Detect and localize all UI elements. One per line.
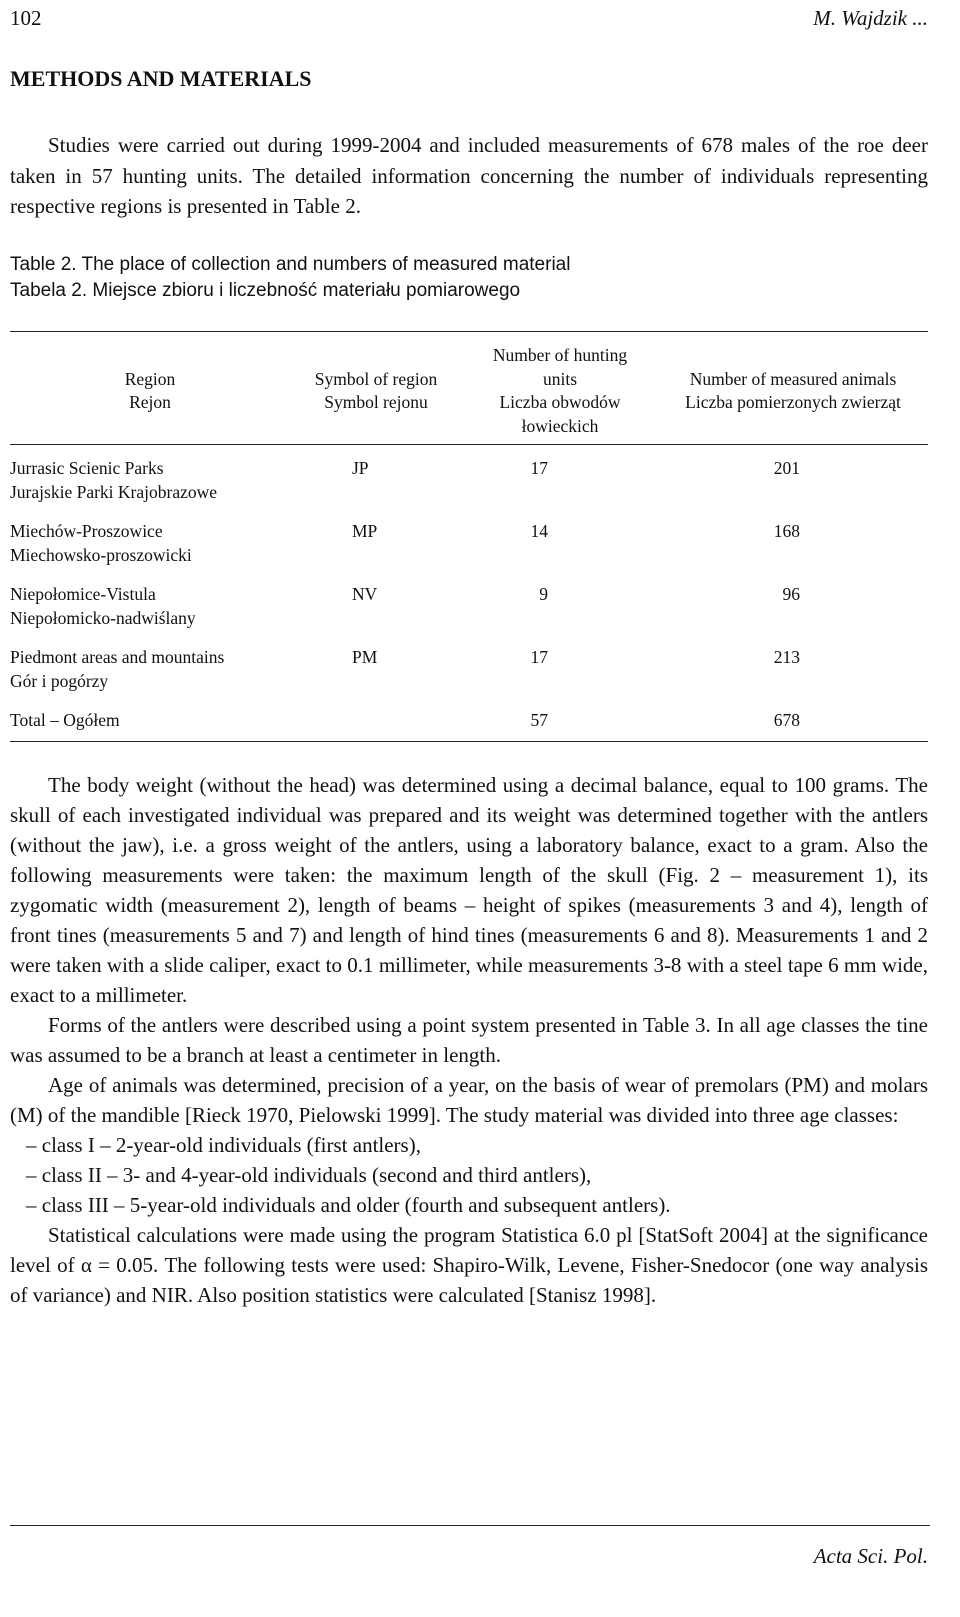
caption-polish: Tabela 2. Miejsce zbioru i liczebność materiału pomiarowego — [10, 280, 521, 301]
cell-units: 9 — [539, 584, 548, 604]
cell-units: 14 — [530, 521, 548, 541]
header-hunting-units: Number of hunting units Liczba obwodów łowieckich — [492, 345, 628, 436]
header-measured-animals: Number of measured animals Liczba pomierzonych zwierząt — [685, 368, 901, 412]
section-title: METHODS AND MATERIALS — [10, 66, 312, 91]
list-item: – class I – 2-year-old individuals (first antlers), — [26, 1133, 421, 1157]
header-symbol: Symbol of region Symbol rejonu — [314, 368, 438, 412]
table-header-row — [10, 332, 928, 445]
running-head — [10, 6, 928, 32]
cell-symbol: PM — [352, 647, 378, 667]
table-row — [10, 520, 928, 583]
paragraph-statistics: Statistical calculations were made using the program Statistica 6.0 pl [StatSoft 2004] at the significance level of α = 0.05. The following tests were used: Shapiro-Wilk, Levene, Fisher-Snedocor (one way analysis of variance) and NIR. Also position statistics were calculated [Stanisz 1998]. — [10, 1223, 928, 1307]
cell-symbol: JP — [352, 458, 369, 478]
cell-total-units: 57 — [530, 710, 548, 730]
page-number: 102 — [10, 6, 42, 30]
table-caption — [10, 252, 928, 304]
caption-english: Table 2. The place of collection and numbers of measured material — [10, 254, 571, 275]
intro-text: Studies were carried out during 1999-2004 and included measurements of 678 males of the roe deer taken in 57 hunting units. The detailed information concerning the number of individuals representing respective regions is presented in Table 2. — [10, 133, 928, 219]
running-author: M. Wajdzik ... — [813, 6, 928, 30]
table-total-row — [10, 709, 928, 741]
list-item: – class II – 3- and 4-year-old individuals (second and third antlers), — [26, 1163, 592, 1187]
cell-units: 17 — [530, 458, 548, 478]
list-item: – class III – 5-year-old individuals and older (fourth and subsequent antlers). — [26, 1193, 671, 1217]
cell-symbol: NV — [352, 584, 378, 604]
journal-footer: Acta Sci. Pol. — [813, 1544, 928, 1568]
table-row — [10, 646, 928, 709]
footer-divider — [10, 1525, 930, 1526]
cell-animals: 201 — [773, 458, 800, 478]
table-row — [10, 445, 928, 521]
cell-region: Piedmont areas and mountains Gór i pogórzy — [10, 647, 225, 691]
intro-paragraph — [10, 130, 928, 222]
cell-total-symbol — [290, 709, 462, 741]
cell-total-label: Total – Ogółem — [10, 710, 120, 730]
paragraph-antler-forms: Forms of the antlers were described using a point system presented in Table 3. In all age classes the tine was assumed to be a branch at least a centimeter in length. — [10, 1013, 928, 1067]
table-row — [10, 583, 928, 646]
cell-symbol: MP — [352, 521, 378, 541]
body-text — [10, 770, 928, 1310]
cell-animals: 168 — [773, 521, 800, 541]
cell-animals: 96 — [782, 584, 800, 604]
cell-region: Jurrasic Scienic Parks Jurajskie Parki Krajobrazowe — [10, 458, 218, 502]
paragraph-measurements: The body weight (without the head) was determined using a decimal balance, equal to 100 grams. The skull of each investigated individual was prepared and its weight was determined together with the antlers (without the jaw), i.e. a gross weight of the antlers, using a laboratory balance, exact to a gram. Also the following measurements were taken: the maximum length of the skull (Fig. 2 – measurement 1), its zygomatic width (measurement 2), length of beams – height of spikes (measurements 3 and 4), length of front tines (measurements 5 and 7) and length of hind tines (measurements 6 and 8). Measurements 1 and 2 were taken with a slide caliper, exact to 0.1 millimeter, while measurements 3-8 with a steel tape 6 mm wide, exact to a millimeter. — [10, 773, 928, 1007]
regions-table — [10, 331, 928, 742]
cell-region: Miechów-Proszowice Miechowsko-proszowicki — [10, 521, 192, 565]
cell-animals: 213 — [773, 647, 800, 667]
paragraph-age: Age of animals was determined, precision of a year, on the basis of wear of premolars (PM) and molars (M) of the mandible [Rieck 1970, Pielowski 1999]. The study material was divided into three age classes: — [10, 1073, 928, 1127]
cell-region: Niepołomice-Vistula Niepołomicko-nadwiślany — [10, 584, 196, 628]
cell-total-animals: 678 — [773, 710, 800, 730]
cell-units: 17 — [530, 647, 548, 667]
header-region: Region Rejon — [124, 368, 176, 412]
